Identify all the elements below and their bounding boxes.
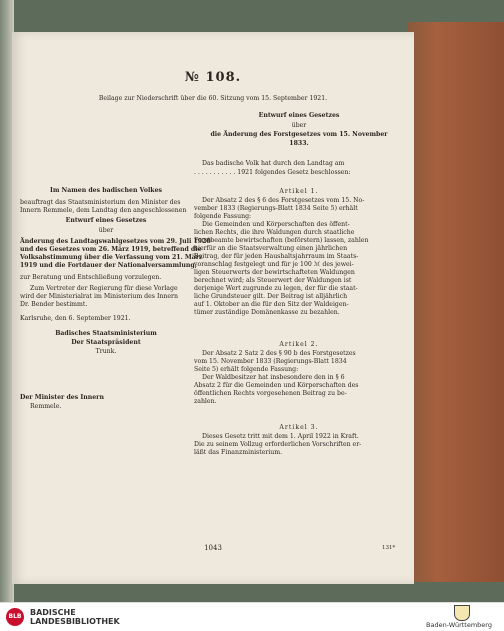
right-preamble-2: . . . . . . . . . . . 1921 folgendes Gesetz beschlossen: — [194, 169, 351, 176]
left-law-title-4: 1919 und die Fortdauer der Nationalversammlung, — [20, 262, 197, 269]
left-law-title-2: und des Gesetzes vom 26. März 1919, betreffend die — [20, 246, 202, 253]
left-president-name: Trunk. — [95, 348, 117, 355]
page-number: 1043 — [204, 544, 222, 552]
blb-logo-icon[interactable]: BLB — [6, 608, 24, 626]
article-line: derjenige Wert zugrunde zu legen, der für die staat- — [194, 285, 358, 292]
article-3-heading: Artikel 3. — [279, 424, 319, 431]
article-line: tümer zuständige Domänenkasse zu bezahlen. — [194, 309, 340, 316]
right-law-title-1: die Änderung des Forstgesetzes vom 15. November — [210, 131, 388, 138]
document-subtitle: Beilage zur Niederschrift über die 60. Sitzung vom 15. September 1921. — [98, 95, 328, 102]
state-name: Baden-Württemberg — [426, 621, 492, 629]
article-line: berechnet wird; als Steuerwert der Waldungen ist — [194, 277, 352, 284]
left-vertreter-3: Dr. Bender bestimmt. — [20, 301, 88, 308]
library-name — [30, 608, 120, 626]
library-name-line-2: LANDESBIBLIOTHEK — [30, 617, 120, 626]
left-ueber: über — [98, 227, 114, 234]
document-number: № 108. — [184, 70, 242, 85]
left-entwurf-label: Entwurf eines Gesetzes — [65, 217, 147, 224]
left-law-title-1: Änderung des Landtagswahlgesetzes vom 29. Juli 1920 — [20, 238, 211, 245]
article-line: Forstbeamte bewirtschaften (beförstern) lassen, zahlen — [194, 237, 369, 244]
left-law-title-3: Volksabstimmung über die Verfassung vom 21. März — [20, 254, 203, 261]
article-line: voranschlag festgelegt und für je 100 ℳ des jewei- — [194, 261, 354, 268]
article-line: vember 1833 (Regierungs-Blatt 1834 Seite 5) erhält — [194, 205, 358, 212]
article-line: Dieses Gesetz tritt mit dem 1. April 1922 in Kraft. — [202, 433, 359, 440]
signature-mark: 131* — [382, 545, 396, 551]
right-ueber: über — [291, 122, 307, 129]
article-line: Seite 5) erhält folgende Fassung: — [194, 366, 299, 373]
left-vertreter-2: wird der Ministerialrat im Ministerium des Innern — [20, 293, 178, 300]
article-line: vom 15. November 1833 (Regierungs-Blatt 1834 — [194, 358, 347, 365]
left-place-date: Karlsruhe, den 6. September 1921. — [20, 315, 131, 322]
right-preamble-1: Das badische Volk hat durch den Landtag am — [202, 160, 345, 167]
article-line: zahlen. — [194, 398, 217, 405]
left-minister-name: Remmele. — [30, 403, 62, 410]
article-line: hierfür an die Staatsverwaltung einen jährlichen — [194, 245, 348, 252]
library-footer — [0, 602, 504, 631]
article-line: auf 1. Oktober an die für den Sitz der Waldeigen- — [194, 301, 349, 308]
left-intro-1: beauftragt das Staatsministerium den Minister des — [20, 199, 181, 206]
article-line: läßt das Finanzministerium. — [194, 449, 283, 456]
left-minister-title: Der Minister des Innern — [20, 394, 104, 401]
article-line: liche Grundsteuer gilt. Der Beitrag ist alljährlich — [194, 293, 348, 300]
left-ministry: Badisches Staatsministerium — [55, 330, 157, 337]
left-vertreter-1: Zum Vertreter der Regierung für diese Vorlage — [30, 285, 178, 292]
library-name-line-1: BADISCHE — [30, 608, 76, 617]
article-line: Der Waldbesitzer hat insbesondere den in § 6 — [202, 374, 345, 381]
article-line: ligen Steuerwerts der bewirtschafteten Waldungen — [194, 269, 355, 276]
article-line: lichen Rechts, die ihre Waldungen durch staatliche — [194, 229, 355, 236]
article-line: folgende Fassung: — [194, 213, 252, 220]
article-line: Die Gemeinden und Körperschaften des öffent- — [202, 221, 350, 228]
coat-of-arms-icon — [454, 605, 470, 621]
article-1-heading: Artikel 1. — [279, 188, 319, 195]
left-zur: zur Beratung und Entschließung vorzulegen. — [20, 274, 162, 281]
right-entwurf-label: Entwurf eines Gesetzes — [258, 112, 340, 119]
article-line: Der Absatz 2 des § 6 des Forstgesetzes vom 15. No- — [202, 197, 365, 204]
right-law-title-2: 1833. — [289, 140, 309, 147]
document-page — [12, 32, 414, 584]
left-president-title: Der Staatspräsident — [71, 339, 141, 346]
book-cover — [408, 22, 504, 582]
article-line: Beitrag, der für jeden Haushaltsjahrraum im Staats- — [194, 253, 359, 260]
article-line: Der Absatz 2 Satz 2 des § 90 b des Forstgesetzes — [202, 350, 356, 357]
article-line: öffentlichen Rechts vorgesehenen Beitrag zu be- — [194, 390, 347, 397]
article-line: Die zu seinem Vollzug erforderlichen Vorschriften er- — [194, 441, 362, 448]
left-intro-2: Innern Remmele, dem Landtag den angeschlossenen — [20, 207, 187, 214]
article-line: Absatz 2 für die Gemeinden und Körperschaften des — [194, 382, 359, 389]
article-2-heading: Artikel 2. — [279, 341, 319, 348]
left-heading: Im Namen des badischen Volkes — [49, 187, 163, 194]
